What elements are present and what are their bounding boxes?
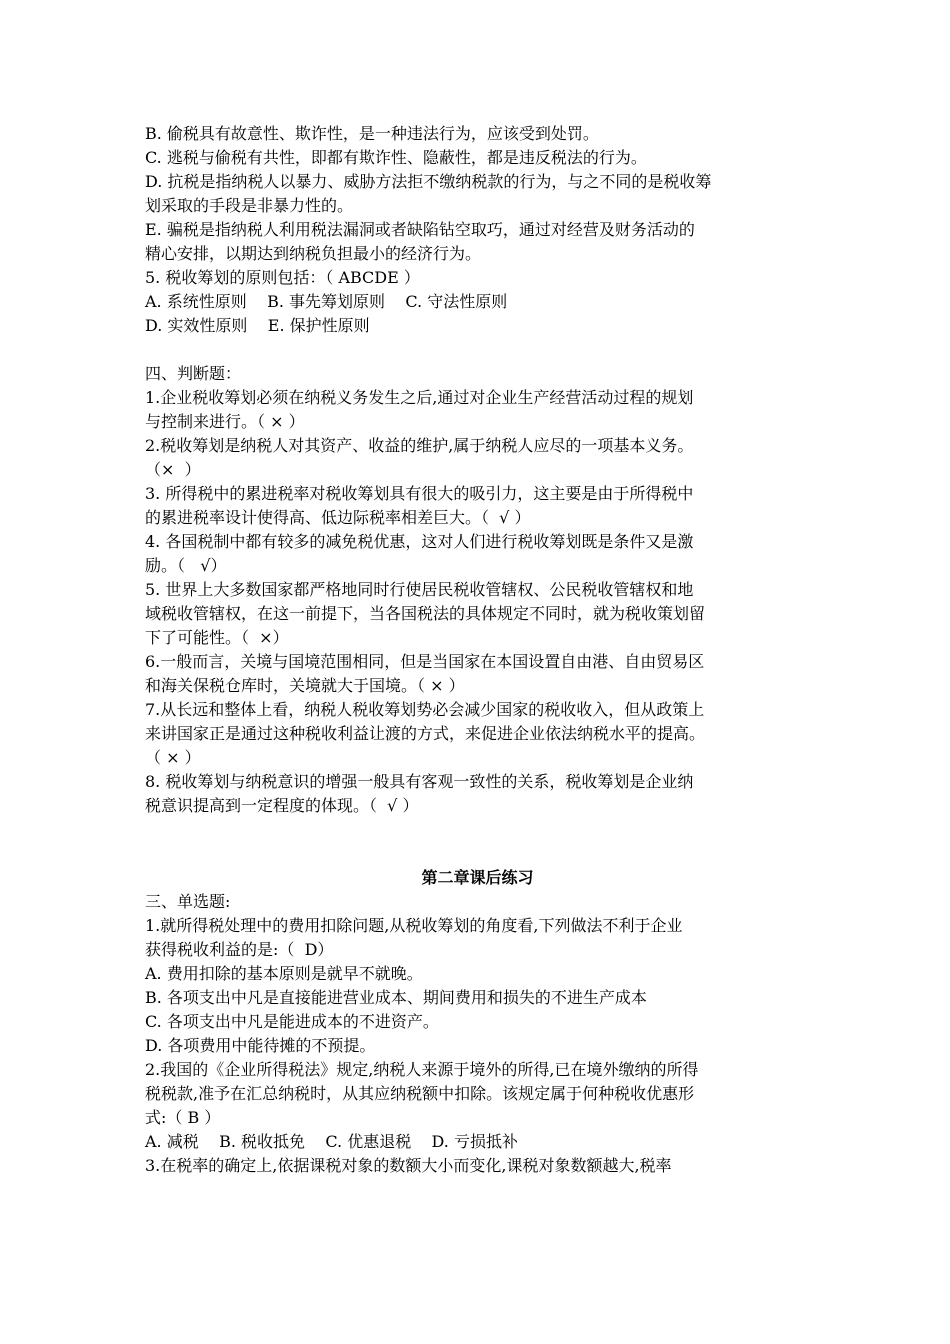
- text-line: 划采取的手段是非暴力性的。: [145, 196, 354, 215]
- text-line: （× ）: [145, 460, 201, 479]
- section-heading: 三、单选题:: [145, 892, 231, 911]
- text-line: 7.从长远和整体上看，纳税人税收筹划势必会减少国家的税收收入，但从政策上: [145, 700, 705, 719]
- options-line: A. 减税 B. 税收抵免 C. 优惠退税 D. 亏损抵补: [145, 1132, 518, 1151]
- text-line: 税意识提高到一定程度的体现。（ √ ）: [145, 796, 419, 815]
- options-line: A. 系统性原则 B. 事先筹划原则 C. 守法性原则: [145, 292, 508, 311]
- text-line: 3. 所得税中的累进税率对税收筹划具有很大的吸引力，这主要是由于所得税中: [145, 484, 694, 503]
- text-line: 域税收管辖权，在这一前提下，当各国税法的具体规定不同时，就为税收策划留: [145, 604, 706, 623]
- section-single-choice: [145, 890, 810, 1178]
- text-line: 的累进税率设计使得高、低边际税率相差巨大。（ √ ）: [145, 508, 531, 527]
- text-line: 1.就所得税处理中的费用扣除问题,从税收筹划的角度看,下列做法不利于企业: [145, 916, 683, 935]
- text-line: 式:（ B ）: [145, 1108, 221, 1127]
- text-line: D. 各项费用中能待摊的不预提。: [145, 1036, 376, 1055]
- text-line: A. 费用扣除的基本原则是就早不就晚。: [145, 964, 423, 983]
- section-true-false: [145, 362, 810, 818]
- text-line: C. 各项支出中凡是能进成本的不进资产。: [145, 1012, 439, 1031]
- section-heading: 四、判断题：: [145, 364, 242, 383]
- text-line: （ × ）: [145, 748, 201, 767]
- text-line: B. 各项支出中凡是直接能进营业成本、期间费用和损失的不进生产成本: [145, 988, 647, 1007]
- text-line: 8. 税收筹划与纳税意识的增强一般具有客观一致性的关系，税收筹划是企业纳: [145, 772, 694, 791]
- section-multiple-choice-continued: [145, 122, 810, 338]
- text-line: C. 逃税与偷税有共性，即都有欺诈性、隐蔽性，都是违反税法的行为。: [145, 148, 647, 167]
- question-5: 5. 税收筹划的原则包括：（ ABCDE ）: [145, 268, 420, 287]
- text-line: 6.一般而言，关境与国境范围相同，但是当国家在本国设置自由港、自由贸易区: [145, 652, 705, 671]
- options-line: D. 实效性原则 E. 保护性原则: [145, 316, 370, 335]
- text-line: 和海关保税仓库时，关境就大于国境。（ × ）: [145, 676, 465, 695]
- text-line: 与控制来进行。（ × ）: [145, 412, 305, 431]
- text-line: 2.我国的《企业所得税法》规定,纳税人来源于境外的所得,已在境外缴纳的所得: [145, 1060, 699, 1079]
- spacer: [145, 818, 810, 866]
- document-page: [145, 122, 810, 1178]
- spacer: [145, 338, 810, 362]
- text-line: 1.企业税收筹划必须在纳税义务发生之后,通过对企业生产经营活动过程的规划: [145, 388, 694, 407]
- text-line: D. 抗税是指纳税人以暴力、威胁方法拒不缴纳税款的行为，与之不同的是税收筹: [145, 172, 712, 191]
- text-line: 税税款,准予在汇总纳税时，从其应纳税额中扣除。该规定属于何种税收优惠形: [145, 1084, 695, 1103]
- chapter-title: 第二章课后练习: [421, 868, 534, 887]
- text-line: E. 骗税是指纳税人利用税法漏洞或者缺陷钻空取巧，通过对经营及财务活动的: [145, 220, 695, 239]
- text-line: B. 偷税具有故意性、欺诈性，是一种违法行为，应该受到处罚。: [145, 124, 599, 143]
- text-line: 获得税收利益的是:（ D）: [145, 940, 334, 959]
- text-line: 励。（ √）: [145, 556, 227, 575]
- text-line: 5. 世界上大多数国家都严格地同时行使居民税收管辖权、公民税收管辖权和地: [145, 580, 694, 599]
- text-line: 精心安排，以期达到纳税负担最小的经济行为。: [145, 244, 482, 263]
- text-line: 4. 各国税制中都有较多的减免税优惠，这对人们进行税收筹划既是条件又是激: [145, 532, 694, 551]
- text-line: 2.税收筹划是纳税人对其资产、收益的维护,属于纳税人应尽的一项基本义务。: [145, 436, 694, 455]
- text-line: 3.在税率的确定上,依据课税对象的数额大小而变化,课税对象数额越大,税率: [145, 1156, 672, 1175]
- text-line: 来讲国家正是通过这种税收利益让渡的方式，来促进企业依法纳税水平的提高。: [145, 724, 706, 743]
- text-line: 下了可能性。（ ×）: [145, 628, 289, 647]
